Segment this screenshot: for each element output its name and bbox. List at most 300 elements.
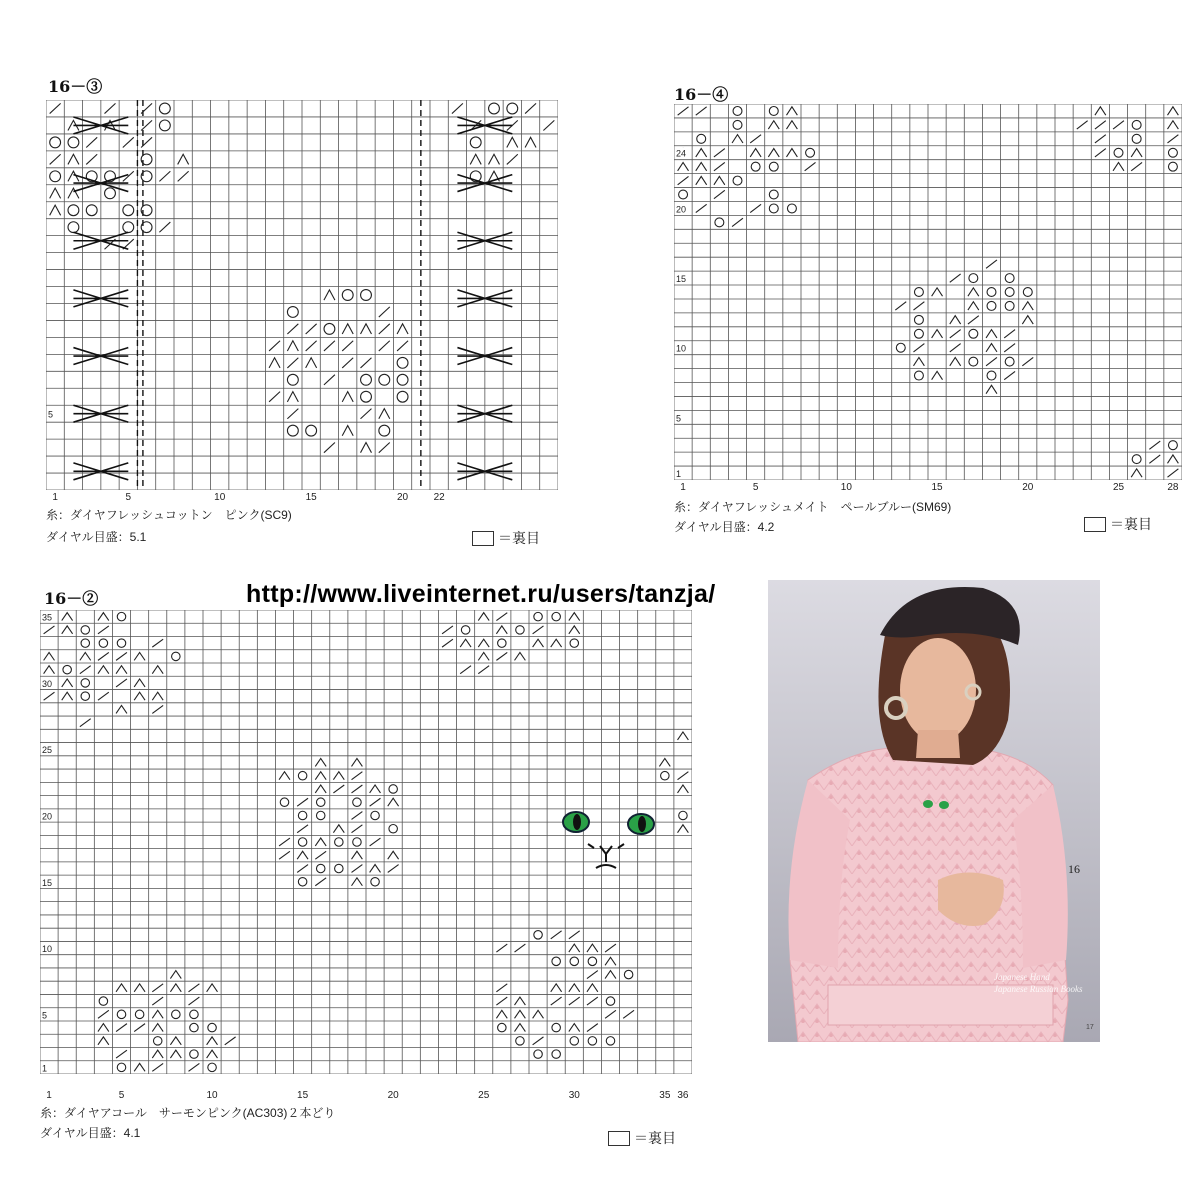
decrease-symbol [496, 626, 507, 634]
photo-page-number: 16 [1068, 862, 1080, 876]
model-photo [768, 580, 1100, 1042]
k2tog-symbol [515, 944, 526, 952]
k2tog-symbol [116, 1050, 127, 1058]
decrease-symbol [1131, 149, 1142, 157]
brooch-cat-eye-left [923, 800, 933, 808]
k2tog-symbol [189, 1063, 200, 1071]
yarn-over-symbol [552, 1023, 560, 1031]
row-tick-label: 15 [42, 877, 53, 888]
k2tog-symbol [452, 103, 463, 113]
yarn-over-symbol [987, 301, 996, 310]
yarn-over-symbol [172, 652, 180, 660]
k2tog-symbol [287, 409, 298, 419]
yarn-over-symbol [661, 771, 669, 779]
decrease-symbol [768, 149, 779, 157]
yarn-over-symbol [379, 374, 390, 385]
yarn-over-symbol [50, 137, 61, 148]
yarn-over-symbol [298, 811, 306, 819]
decrease-symbol [678, 785, 689, 793]
decrease-symbol [768, 121, 779, 129]
k2tog-symbol [297, 798, 308, 806]
yarn-over-symbol [316, 864, 324, 872]
yarn-over-symbol [769, 204, 778, 213]
decrease-symbol [750, 149, 761, 157]
cat-eye-right-pupil [638, 816, 646, 832]
row-tick-label: 5 [42, 1010, 48, 1021]
decrease-symbol [379, 409, 390, 419]
yarn-over-symbol [81, 679, 89, 687]
decrease-symbol [170, 1050, 181, 1058]
decrease-symbol [315, 772, 326, 780]
yarn-over-symbol [769, 162, 778, 171]
decrease-symbol [932, 330, 943, 338]
col-tick-label: 5 [125, 492, 132, 503]
decrease-symbol [1022, 302, 1033, 310]
yarn-over-symbol [1168, 148, 1177, 157]
decrease-symbol [333, 772, 344, 780]
yarn-over-symbol [117, 1063, 125, 1071]
k2tog-symbol [496, 652, 507, 660]
decrease-symbol [342, 324, 353, 334]
decrease-symbol [551, 984, 562, 992]
decrease-symbol [80, 652, 91, 660]
k2tog-symbol [98, 652, 109, 660]
k2tog-symbol [324, 341, 335, 351]
k2tog-symbol [543, 120, 554, 130]
yarn-over-symbol [117, 639, 125, 647]
col-tick-label: 20 [397, 492, 409, 503]
k2tog-symbol [50, 103, 61, 113]
col-tick-label: 1 [46, 1090, 52, 1101]
decrease-symbol [569, 944, 580, 952]
k2tog-symbol [116, 1024, 127, 1032]
yarn-over-symbol [470, 137, 481, 148]
k2tog-symbol [397, 341, 408, 351]
k2tog-symbol [379, 324, 390, 334]
decrease-symbol [98, 613, 109, 621]
k2tog-symbol [533, 1037, 544, 1045]
chart-16-3-legend [472, 528, 540, 548]
decrease-symbol [515, 652, 526, 660]
decrease-symbol [1167, 455, 1178, 463]
k2tog-symbol [333, 785, 344, 793]
yarn-over-symbol [159, 120, 170, 131]
decrease-symbol [152, 1050, 163, 1058]
decrease-symbol [342, 426, 353, 436]
decrease-symbol [587, 944, 598, 952]
yarn-over-symbol [190, 1010, 198, 1018]
k2tog-symbol [225, 1037, 236, 1045]
chart-16-4-legend [1084, 514, 1152, 534]
yarn-over-symbol [397, 391, 408, 402]
k2tog-symbol [587, 971, 598, 979]
row-tick-label: 20 [676, 204, 687, 215]
decrease-symbol [478, 613, 489, 621]
decrease-symbol [968, 288, 979, 296]
decrease-symbol [950, 316, 961, 324]
k2tog-symbol [950, 344, 961, 352]
k2tog-symbol [950, 274, 961, 282]
yarn-over-symbol [987, 371, 996, 380]
yarn-over-symbol [63, 665, 71, 673]
k2tog-symbol [678, 772, 689, 780]
k2tog-symbol [80, 666, 91, 674]
decrease-symbol [659, 758, 670, 766]
k2tog-symbol [1167, 469, 1178, 477]
k2tog-symbol [1077, 121, 1088, 129]
yarn-over-symbol [190, 1050, 198, 1058]
yarn-over-symbol [733, 107, 742, 116]
yarn-over-symbol [1005, 301, 1014, 310]
yarn-over-symbol [552, 612, 560, 620]
k2tog-symbol [297, 865, 308, 873]
k2tog-symbol [342, 341, 353, 351]
k2tog-symbol [460, 666, 471, 674]
brooch-cat-eye-right [939, 801, 949, 809]
yarn-over-symbol [679, 811, 687, 819]
decrease-symbol [786, 107, 797, 115]
k2tog-symbol [287, 324, 298, 334]
k2tog-symbol [98, 1010, 109, 1018]
decrease-symbol [605, 957, 616, 965]
k2tog-symbol [496, 944, 507, 952]
row-tick-label: 24 [676, 148, 687, 159]
yarn-over-symbol [68, 205, 79, 216]
yarn-over-symbol [379, 425, 390, 436]
decrease-symbol [170, 984, 181, 992]
yarn-over-symbol [159, 103, 170, 114]
chart-16-4-title: 16－④ [674, 85, 729, 104]
decrease-symbol [370, 865, 381, 873]
yarn-over-symbol [1005, 288, 1014, 297]
col-tick-label: 22 [433, 492, 445, 503]
decrease-symbol [361, 324, 372, 334]
k2tog-symbol [986, 357, 997, 365]
k2tog-symbol [352, 785, 363, 793]
yarn-over-symbol [715, 218, 724, 227]
yarn-over-symbol [1168, 162, 1177, 171]
chart-16-3-col-ticks [46, 488, 558, 504]
k2tog-symbol [352, 865, 363, 873]
col-tick-label: 10 [840, 482, 852, 493]
k2tog-symbol [1004, 371, 1015, 379]
yarn-over-symbol [969, 329, 978, 338]
k2tog-symbol [805, 162, 816, 170]
decrease-symbol [986, 344, 997, 352]
yarn-over-symbol [534, 612, 542, 620]
k2tog-symbol [152, 984, 163, 992]
decrease-symbol [279, 772, 290, 780]
decrease-symbol [170, 971, 181, 979]
decrease-symbol [678, 732, 689, 740]
decrease-symbol [152, 1010, 163, 1018]
k2tog-symbol [913, 302, 924, 310]
k2tog-symbol [986, 260, 997, 268]
decrease-symbol [68, 154, 79, 164]
decrease-symbol [986, 330, 997, 338]
yarn-over-symbol [1132, 455, 1141, 464]
yarn-over-symbol [316, 798, 324, 806]
decrease-symbol [397, 324, 408, 334]
row-tick-label: 20 [42, 811, 53, 822]
yarn-over-symbol [461, 626, 469, 634]
k2tog-symbol [134, 1024, 145, 1032]
legend-label: ＝裏目 [498, 530, 540, 546]
yarn-over-symbol [570, 1037, 578, 1045]
k2tog-symbol [1167, 135, 1178, 143]
k2tog-symbol [968, 316, 979, 324]
k2tog-symbol [44, 692, 55, 700]
decrease-symbol [968, 302, 979, 310]
k2tog-symbol [496, 997, 507, 1005]
k2tog-symbol [98, 692, 109, 700]
decrease-symbol [913, 357, 924, 365]
k2tog-symbol [123, 137, 134, 147]
decrease-symbol [496, 1010, 507, 1018]
decrease-symbol [515, 997, 526, 1005]
yarn-over-symbol [769, 107, 778, 116]
decrease-symbol [152, 692, 163, 700]
k2tog-symbol [496, 613, 507, 621]
yarn-over-symbol [172, 1010, 180, 1018]
col-tick-label: 1 [52, 492, 58, 503]
k2tog-symbol [714, 190, 725, 198]
decrease-symbol [134, 692, 145, 700]
k2tog-symbol [1149, 455, 1160, 463]
k2tog-symbol [379, 307, 390, 317]
k2tog-symbol [1004, 344, 1015, 352]
k2tog-symbol [324, 375, 335, 385]
chart-16-2-legend [608, 1128, 676, 1148]
yarn-over-symbol [624, 970, 632, 978]
k2tog-symbol [287, 358, 298, 368]
k2tog-symbol [297, 825, 308, 833]
yarn-over-symbol [298, 878, 306, 886]
decrease-symbol [98, 666, 109, 674]
k2tog-symbol [279, 838, 290, 846]
k2tog-symbol [269, 341, 280, 351]
k2tog-symbol [189, 997, 200, 1005]
yarn-over-symbol [99, 639, 107, 647]
yarn-over-symbol [298, 771, 306, 779]
yarn-over-symbol [1168, 441, 1177, 450]
yarn-over-symbol [324, 323, 335, 334]
url-banner: http://www.liveinternet.ru/users/tanzja/ [246, 580, 716, 608]
yarn-over-symbol [353, 798, 361, 806]
col-tick-label: 15 [931, 482, 943, 493]
yarn-over-symbol [389, 785, 397, 793]
yarn-over-symbol [81, 626, 89, 634]
yarn-over-symbol [298, 838, 306, 846]
decrease-symbol [986, 385, 997, 393]
decrease-symbol [388, 798, 399, 806]
k2tog-symbol [324, 443, 335, 453]
yarn-over-symbol [969, 274, 978, 283]
k2tog-symbol [315, 878, 326, 886]
decrease-symbol [116, 666, 127, 674]
decrease-symbol [696, 162, 707, 170]
k2tog-symbol [1149, 441, 1160, 449]
col-tick-label: 5 [752, 482, 759, 493]
decrease-symbol [315, 785, 326, 793]
yarn-over-symbol [516, 1037, 524, 1045]
k2tog-symbol [1095, 121, 1106, 129]
chart-16-3-dial: ダイヤル目盛：5.1 [46, 530, 147, 544]
k2tog-symbol [80, 719, 91, 727]
legend-label: ＝裏目 [634, 1130, 676, 1146]
chart-16-3-grid [46, 100, 558, 490]
k2tog-symbol [352, 825, 363, 833]
yarn-over-symbol [606, 1037, 614, 1045]
chart-16-4-grid [674, 104, 1182, 480]
yarn-over-symbol [606, 997, 614, 1005]
yarn-over-symbol [588, 1037, 596, 1045]
model-photo-illustration [768, 580, 1100, 1042]
yarn-over-symbol [153, 1037, 161, 1045]
col-tick-label: 25 [478, 1090, 490, 1101]
decrease-symbol [696, 149, 707, 157]
k2tog-symbol [116, 652, 127, 660]
k2tog-symbol [86, 137, 97, 147]
yarn-over-symbol [516, 626, 524, 634]
decrease-symbol [116, 705, 127, 713]
yarn-over-symbol [914, 288, 923, 297]
k2tog-symbol [533, 626, 544, 634]
k2tog-symbol [159, 222, 170, 232]
yarn-over-symbol [117, 1010, 125, 1018]
photo-watermark-1: Japanese Hand [994, 972, 1050, 982]
cat-eye-left-pupil [573, 814, 581, 830]
yarn-over-symbol [552, 957, 560, 965]
decrease-symbol [932, 371, 943, 379]
decrease-symbol [116, 984, 127, 992]
cat-nose-mouth [588, 844, 624, 868]
chart-16-4-col-ticks [674, 478, 1182, 494]
k2tog-symbol [269, 392, 280, 402]
decrease-symbol [515, 1024, 526, 1032]
yarn-over-symbol [534, 931, 542, 939]
yarn-over-symbol [361, 391, 372, 402]
decrease-symbol [370, 785, 381, 793]
decrease-symbol [1022, 316, 1033, 324]
decrease-symbol [533, 639, 544, 647]
decrease-symbol [134, 652, 145, 660]
decrease-symbol [50, 205, 61, 215]
yarn-over-symbol [287, 374, 298, 385]
col-tick-label: 30 [568, 1090, 580, 1101]
yarn-over-symbol [896, 343, 905, 352]
k2tog-symbol [86, 154, 97, 164]
decrease-symbol [352, 758, 363, 766]
yarn-over-symbol [1005, 274, 1014, 283]
k2tog-symbol [913, 344, 924, 352]
k2tog-symbol [587, 997, 598, 1005]
yarn-over-symbol [86, 205, 97, 216]
col-tick-label: 10 [214, 492, 226, 503]
k2tog-symbol [678, 107, 689, 115]
decrease-symbol [297, 851, 308, 859]
k2tog-symbol [442, 626, 453, 634]
k2tog-symbol [623, 1010, 634, 1018]
chart-16-2-title: 16－② [44, 589, 99, 608]
yarn-over-symbol [498, 1023, 506, 1031]
chart-16-2-col-ticks [40, 1086, 692, 1102]
k2tog-symbol [750, 135, 761, 143]
yarn-over-symbol [570, 639, 578, 647]
k2tog-symbol [152, 1063, 163, 1071]
yarn-over-symbol [371, 811, 379, 819]
decrease-symbol [62, 626, 73, 634]
yarn-over-symbol [141, 171, 152, 182]
decrease-symbol [714, 176, 725, 184]
k2tog-symbol [105, 103, 116, 113]
decrease-symbol [551, 639, 562, 647]
k2tog-symbol [1131, 162, 1142, 170]
k2tog-symbol [159, 171, 170, 181]
decrease-symbol [950, 357, 961, 365]
yarn-over-symbol [287, 425, 298, 436]
yarn-over-symbol [397, 357, 408, 368]
k2tog-symbol [1113, 121, 1124, 129]
yarn-over-symbol [208, 1023, 216, 1031]
decrease-symbol [732, 135, 743, 143]
row-tick-label: 1 [676, 469, 682, 480]
k2tog-symbol [1095, 135, 1106, 143]
k2tog-symbol [587, 1024, 598, 1032]
k2tog-symbol [352, 812, 363, 820]
decrease-symbol [460, 639, 471, 647]
k2tog-symbol [379, 341, 390, 351]
yarn-over-symbol [81, 692, 89, 700]
decrease-symbol [569, 1024, 580, 1032]
yarn-over-symbol [389, 825, 397, 833]
yarn-over-symbol [306, 425, 317, 436]
yarn-over-symbol [190, 1023, 198, 1031]
face [900, 638, 976, 742]
k2tog-symbol [178, 171, 189, 181]
yarn-over-symbol [534, 1050, 542, 1058]
yarn-over-symbol [1132, 120, 1141, 129]
k2tog-symbol [388, 865, 399, 873]
col-tick-label: 15 [297, 1090, 309, 1101]
col-tick-label: 28 [1167, 482, 1179, 493]
k2tog-symbol [279, 851, 290, 859]
k2tog-symbol [342, 358, 353, 368]
k2tog-symbol [714, 162, 725, 170]
k2tog-symbol [950, 330, 961, 338]
yarn-over-symbol [287, 307, 298, 318]
decrease-symbol [170, 1037, 181, 1045]
neck [916, 730, 960, 758]
decrease-symbol [44, 652, 55, 660]
decrease-symbol [478, 652, 489, 660]
yarn-over-symbol [361, 290, 372, 301]
yarn-over-symbol [969, 357, 978, 366]
col-tick-label: 25 [1112, 482, 1125, 493]
yarn-over-symbol [361, 374, 372, 385]
k2tog-symbol [379, 443, 390, 453]
decrease-symbol [134, 679, 145, 687]
k2tog-symbol [1095, 149, 1106, 157]
k2tog-symbol [370, 798, 381, 806]
row-tick-label: 5 [48, 409, 54, 420]
col-tick-label: 35 [659, 1090, 671, 1101]
decrease-symbol [932, 288, 943, 296]
k2tog-symbol [696, 107, 707, 115]
col-tick-label: 15 [305, 492, 317, 503]
yarn-over-symbol [68, 137, 79, 148]
yarn-over-symbol [105, 188, 116, 199]
